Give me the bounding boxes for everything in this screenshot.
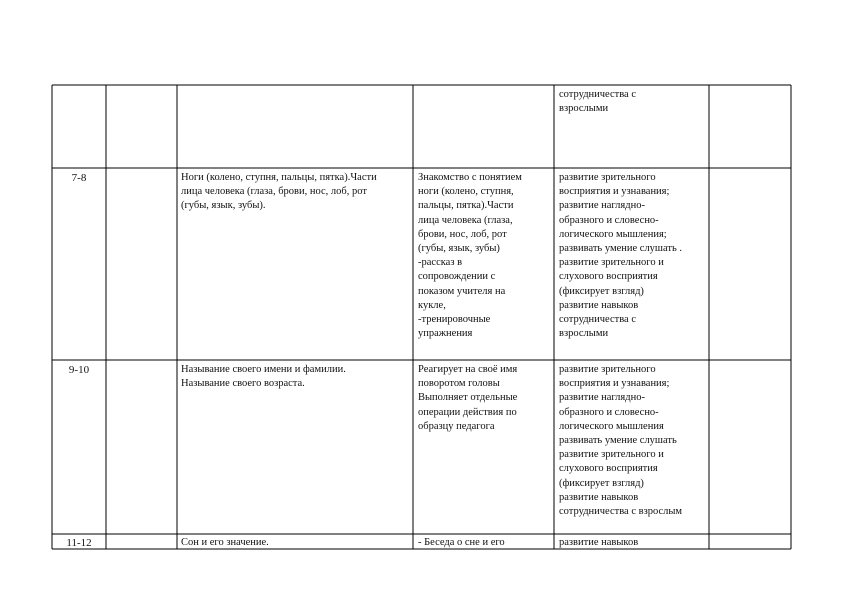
skills-cell: сотрудничества с взрослыми — [559, 89, 636, 115]
skills-cell: развитие зрительного восприятия и узнавания; развитие наглядно- образного и словесно- логического мышления; развивать умение слушать . развитие зрительного и слухового восприятия (фиксирует взгляд) развитие навыков сотрудничества с взрослыми — [559, 172, 683, 340]
skills-cell: развитие зрительного восприятия и узнавания; развитие наглядно- образного и словесно- логического мышления развивать умение слушать развитие зрительного и слухового восприятия (фиксирует взгляд) развитие навыков сотрудничества с взрослым — [559, 364, 683, 518]
activity-cell: - Беседа о сне и его — [418, 537, 505, 548]
row-number: 11-12 — [66, 537, 92, 549]
topic-cell: Ноги (колено, ступня, пальцы, пятка).Части лица человека (глаза, брови, нос, лоб, рот (губы, язык, зубы). — [181, 172, 377, 212]
row-number: 7-8 — [71, 172, 87, 184]
skills-cell: развитие навыков — [559, 537, 639, 548]
activity-cell: Реагирует на своё имя поворотом головы Выполняет отдельные операции действия по образцу педагога — [418, 364, 518, 432]
topic-cell: Сон и его значение. — [181, 537, 269, 548]
activity-cell: Знакомство с понятием ноги (колено, ступня, пальцы, пятка).Части лица человека (глаза, брови, нос, лоб, рот (губы, язык, зубы) -рассказ в сопровождении с показом учителя на кукле, -тренировочные упражнения — [418, 172, 522, 340]
row-number: 9-10 — [68, 364, 90, 376]
topic-cell: Называние своего имени и фамилии. Называние своего возраста. — [181, 364, 346, 390]
